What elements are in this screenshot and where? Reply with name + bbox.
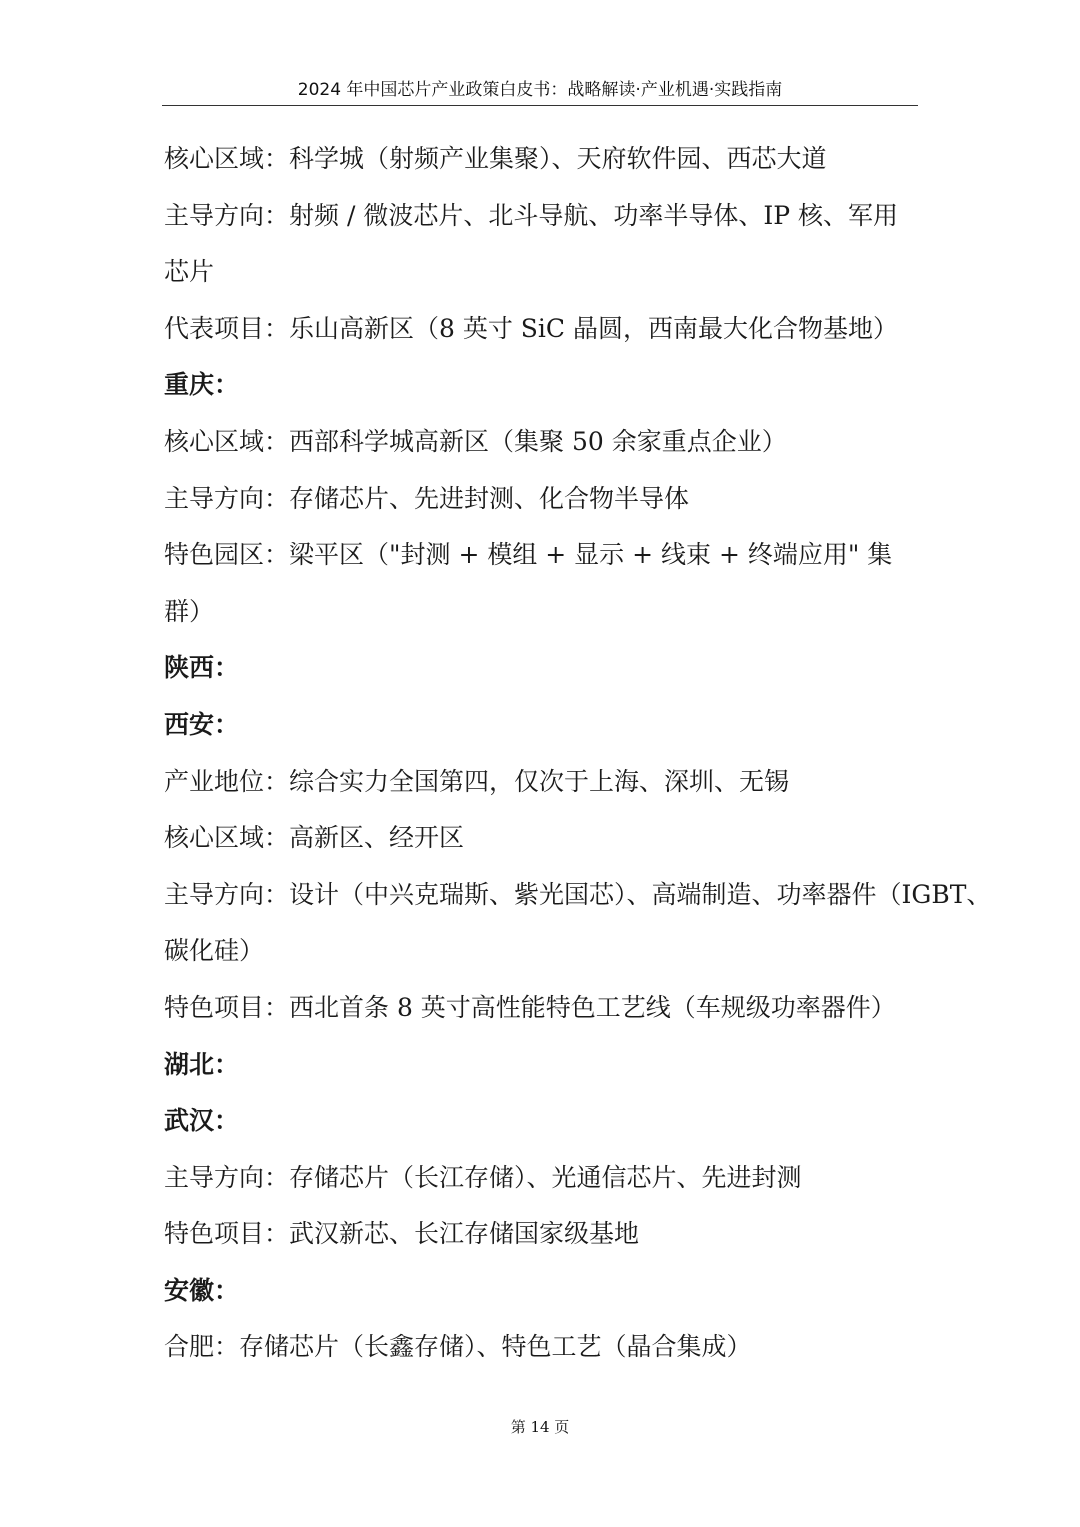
page-number: 第 14 页 bbox=[510, 1418, 570, 1436]
body-line: 核心区域：西部科学城高新区（集聚 50 余家重点企业） bbox=[164, 426, 787, 456]
body-line: 特色项目：西北首条 8 英寸高性能特色工艺线（车规级功率器件） bbox=[164, 992, 896, 1022]
body-line: 特色园区：梁平区（"封测 + 模组 + 显示 + 线束 + 终端应用" 集 bbox=[164, 540, 893, 570]
body-line: 主导方向：存储芯片、先进封测、化合物半导体 bbox=[164, 483, 690, 513]
body-line: 核心区域：高新区、经开区 bbox=[164, 823, 465, 853]
body-line: 群） bbox=[164, 596, 215, 626]
section-heading-hubei: 湖北： bbox=[164, 1049, 240, 1079]
section-heading-shaanxi: 陕西： bbox=[164, 653, 240, 683]
body-line: 主导方向：存储芯片（长江存储）、光通信芯片、先进封测 bbox=[164, 1162, 802, 1192]
body-line: 代表项目：乐山高新区（8 英寸 SiC 晶圆，西南最大化合物基地） bbox=[164, 313, 898, 343]
section-heading-xian: 西安： bbox=[164, 709, 240, 739]
section-heading-anhui: 安徽： bbox=[164, 1275, 240, 1305]
document-body bbox=[164, 131, 992, 1376]
header-divider bbox=[162, 105, 918, 106]
body-line: 碳化硅） bbox=[164, 936, 265, 966]
body-line: 芯片 bbox=[164, 257, 215, 287]
body-line: 特色项目：武汉新芯、长江存储国家级基地 bbox=[164, 1219, 640, 1249]
section-heading-chongqing: 重庆： bbox=[164, 370, 240, 400]
body-line: 合肥：存储芯片（长鑫存储）、特色工艺（晶合集成） bbox=[164, 1332, 752, 1362]
body-line: 主导方向：设计（中兴克瑞斯、紫光国芯）、高端制造、功率器件（IGBT、 bbox=[164, 879, 992, 909]
section-heading-wuhan: 武汉： bbox=[164, 1106, 240, 1136]
body-line: 产业地位：综合实力全国第四，仅次于上海、深圳、无锡 bbox=[164, 766, 790, 796]
body-line: 主导方向：射频 / 微波芯片、北斗导航、功率半导体、IP 核、军用 bbox=[164, 200, 898, 230]
page-header-title: 2024 年中国芯片产业政策白皮书：战略解读·产业机遇·实践指南 bbox=[297, 80, 783, 100]
body-line: 核心区域：科学城（射频产业集聚）、天府软件园、西芯大道 bbox=[164, 144, 827, 173]
